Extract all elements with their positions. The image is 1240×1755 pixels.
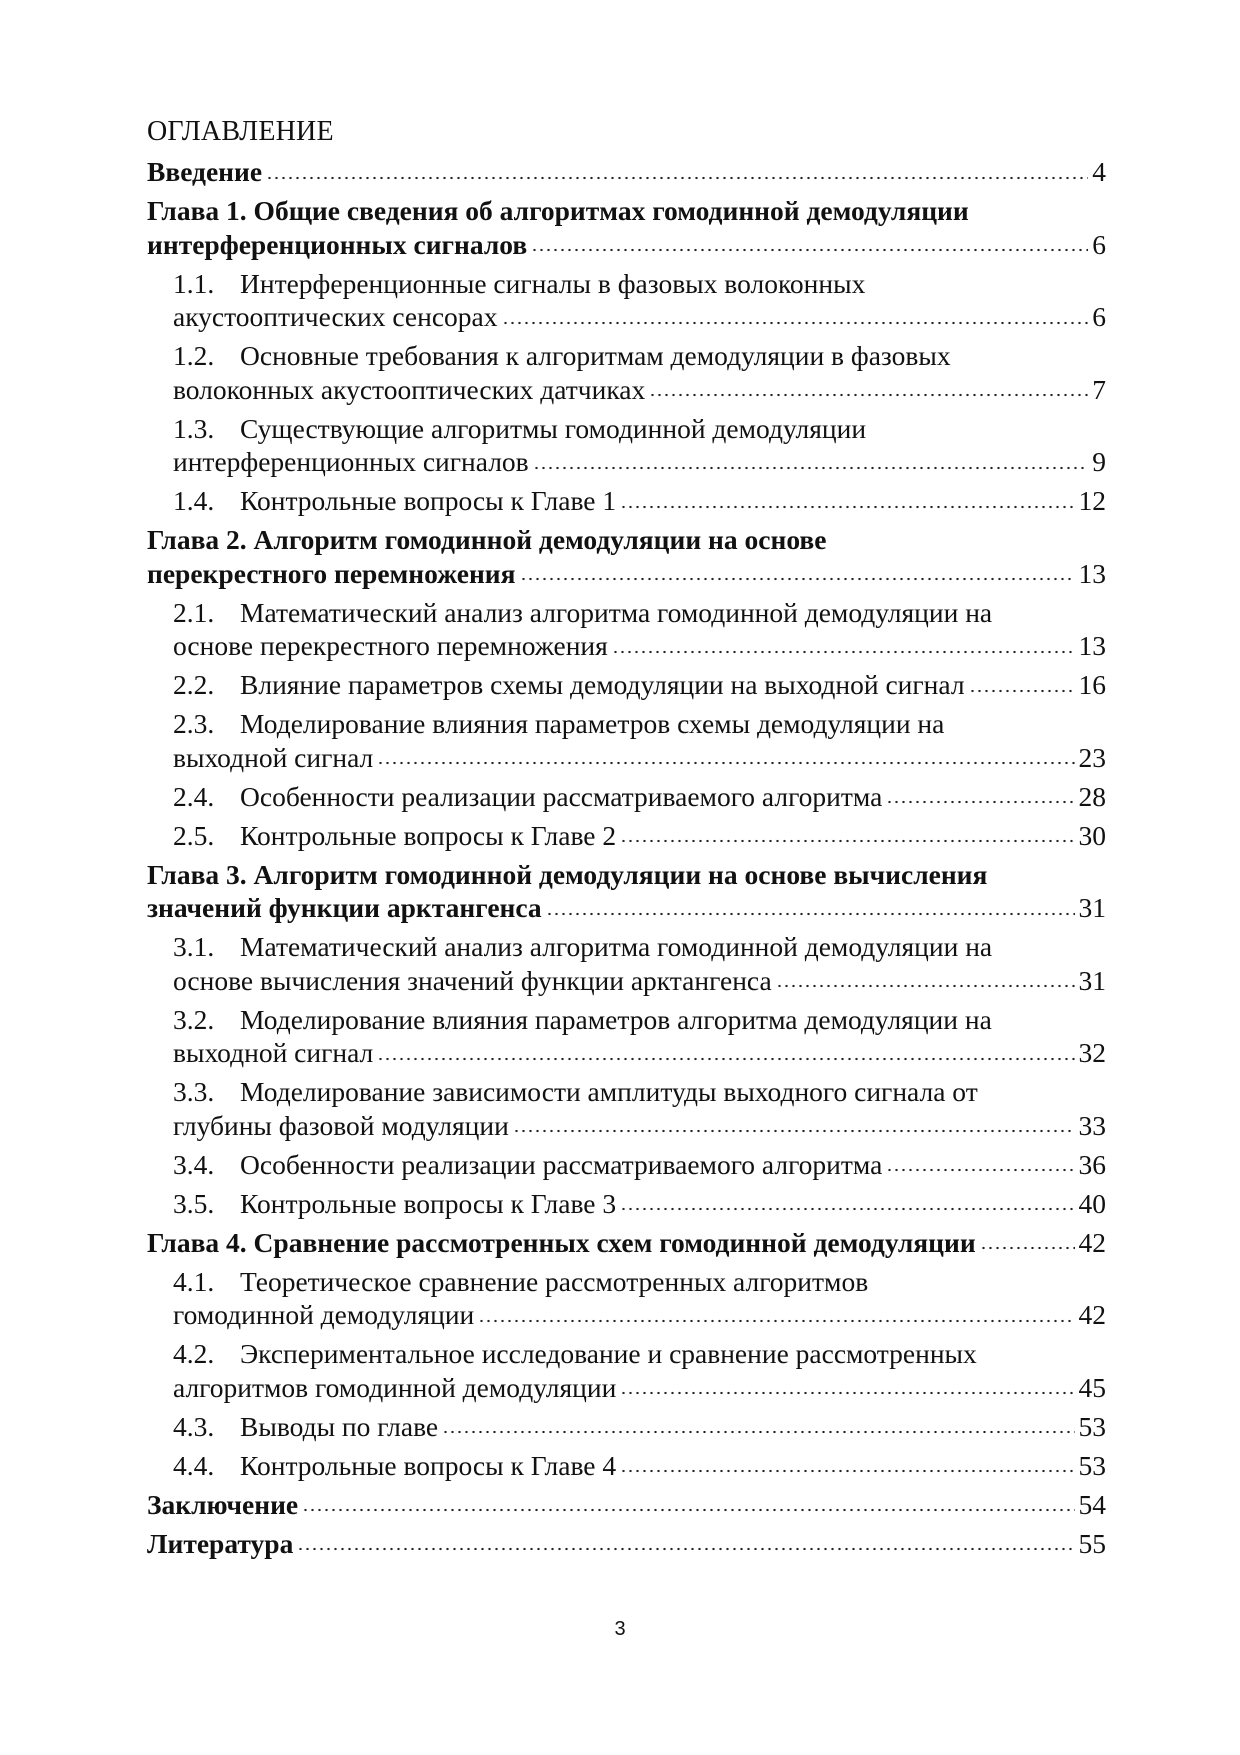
toc-entry-title: Контрольные вопросы к Главе 1 <box>240 485 617 516</box>
toc-section-entry[interactable] <box>147 1187 1106 1221</box>
toc-entry-title: Основные требования к алгоритмам демодуляции в фазовых <box>240 340 951 371</box>
toc-entry-line <box>173 819 1106 853</box>
toc-entry-title: алгоритмов гомодинной демодуляции <box>173 1371 617 1403</box>
toc-entry-title: Математический анализ алгоритма гомодинной демодуляции на <box>240 931 993 962</box>
toc-entry-title: Контрольные вопросы к Главе 4 <box>240 1449 617 1481</box>
dot-leader <box>620 1468 1074 1474</box>
toc-page-number: 7 <box>1092 373 1106 405</box>
toc-section-number: 1.2. <box>173 340 215 371</box>
toc-entry-title: Моделирование влияния параметров алгоритма демодуляции на <box>240 1003 992 1035</box>
toc-entry-title: перекрестного перемножения <box>147 557 516 589</box>
toc-section-number: 4.2. <box>173 1338 215 1369</box>
toc-page-number: 16 <box>1078 669 1106 700</box>
toc-entry-line <box>173 1337 1106 1371</box>
dot-leader <box>502 320 1089 326</box>
toc-section-entry[interactable] <box>147 819 1106 853</box>
toc-entry-line <box>173 339 1106 373</box>
dot-leader <box>442 1429 1074 1435</box>
dot-leader <box>377 760 1074 766</box>
toc-page-number: 42 <box>1078 1226 1106 1258</box>
toc-entry-title: Математический анализ алгоритма гомодинной демодуляции на <box>240 596 993 628</box>
toc-entry-title: Экспериментальное исследование и сравнение рассмотренных <box>240 1338 977 1369</box>
toc-page-number: 36 <box>1078 1148 1106 1180</box>
toc-entry-line <box>147 557 1106 591</box>
toc-section-number: 3.2. <box>173 1003 215 1035</box>
toc-entry-line <box>147 155 1106 189</box>
toc-page-number: 23 <box>1078 741 1106 773</box>
toc-entry-line <box>173 373 1106 407</box>
toc-section-number: 3.1. <box>173 931 215 962</box>
toc-chapter-entry[interactable] <box>147 194 1106 261</box>
toc-entry-title: Особенности реализации рассматриваемого алгоритма <box>240 780 883 812</box>
toc-page-number: 12 <box>1078 485 1106 516</box>
toc-page-number: 31 <box>1078 892 1106 923</box>
toc-entry-title: Моделирование влияния параметров схемы демодуляции на <box>240 708 945 739</box>
toc-section-entry[interactable] <box>147 668 1106 702</box>
toc-page-number: 53 <box>1078 1410 1106 1442</box>
toc-entry-line <box>173 412 1106 446</box>
toc-section-entry[interactable] <box>147 484 1106 518</box>
toc-page-number: 6 <box>1092 228 1106 260</box>
toc-section-entry[interactable] <box>147 1337 1106 1404</box>
toc-page-number: 42 <box>1078 1299 1106 1330</box>
toc-entry-line <box>147 523 1106 557</box>
toc-page-number: 53 <box>1078 1449 1106 1481</box>
toc-entry-line <box>173 668 1106 702</box>
toc-entry-title: Заключение <box>147 1488 299 1520</box>
toc-chapter-entry[interactable] <box>147 1488 1106 1522</box>
toc-entry-title: Глава 3. Алгоритм гомодинной демодуляции на основе вычисления <box>147 858 988 890</box>
toc-section-number: 2.2. <box>173 669 215 700</box>
toc-entry-title: Интерференционные сигналы в фазовых волоконных <box>240 267 866 299</box>
toc-entry-title: Введение <box>147 156 263 187</box>
dot-leader <box>969 688 1075 694</box>
table-of-contents <box>147 155 1106 1566</box>
toc-entry-line <box>147 891 1106 925</box>
toc-page-number: 28 <box>1078 780 1106 812</box>
toc-chapter-entry[interactable] <box>147 1527 1106 1561</box>
toc-section-entry[interactable] <box>147 1003 1106 1070</box>
dot-leader <box>980 1245 1075 1251</box>
toc-entry-line <box>173 707 1106 741</box>
toc-entry-line <box>173 596 1106 630</box>
toc-section-number: 1.4. <box>173 485 215 516</box>
dot-leader <box>478 1318 1074 1324</box>
dot-leader <box>266 175 1088 181</box>
toc-page-number: 55 <box>1078 1527 1106 1559</box>
toc-entry-line <box>173 1265 1106 1299</box>
toc-entry-title: Контрольные вопросы к Главе 3 <box>240 1187 617 1219</box>
toc-page-number: 40 <box>1078 1187 1106 1219</box>
toc-entry-line <box>173 484 1106 518</box>
toc-entry-line <box>173 1298 1106 1332</box>
toc-chapter-entry[interactable] <box>147 155 1106 189</box>
toc-entry-title: интерференционных сигналов <box>173 446 529 477</box>
dot-leader <box>620 504 1074 510</box>
toc-entry-line <box>173 267 1106 301</box>
toc-section-entry[interactable] <box>147 930 1106 997</box>
dot-leader <box>612 649 1075 655</box>
toc-section-entry[interactable] <box>147 1075 1106 1142</box>
toc-section-entry[interactable] <box>147 596 1106 663</box>
dot-leader <box>620 838 1074 844</box>
toc-entry-line <box>173 1075 1106 1109</box>
toc-entry-line <box>173 1148 1106 1182</box>
dot-leader <box>377 1056 1074 1062</box>
toc-entry-line <box>173 1449 1106 1483</box>
toc-section-number: 4.4. <box>173 1449 215 1481</box>
toc-page-number: 32 <box>1078 1037 1106 1068</box>
toc-entry-line <box>173 780 1106 814</box>
toc-page-number: 30 <box>1078 819 1106 851</box>
toc-entry-title: основе перекрестного перемножения <box>173 630 608 661</box>
page-number: 3 <box>614 1618 626 1640</box>
toc-page-number: 45 <box>1078 1371 1106 1403</box>
toc-entry-line <box>173 629 1106 663</box>
toc-entry-title: Влияние параметров схемы демодуляции на выходной сигнал <box>240 669 965 700</box>
toc-section-number: 2.3. <box>173 708 215 739</box>
dot-leader <box>886 1167 1074 1173</box>
toc-entry-title: Моделирование зависимости амплитуды выходного сигнала от <box>240 1076 978 1107</box>
toc-entry-title: выходной сигнал <box>173 741 374 773</box>
toc-entry-line <box>173 930 1106 964</box>
toc-section-number: 4.3. <box>173 1410 215 1442</box>
toc-entry-title: интерференционных сигналов <box>147 228 528 260</box>
dot-leader <box>886 799 1074 805</box>
toc-entry-line <box>173 964 1106 998</box>
toc-entry-line <box>173 1036 1106 1070</box>
toc-entry-title: Контрольные вопросы к Главе 2 <box>240 819 617 851</box>
toc-page-number: 31 <box>1078 964 1106 996</box>
toc-entry-title: Глава 4. Сравнение рассмотренных схем гомодинной демодуляции <box>147 1226 976 1258</box>
toc-entry-title: выходной сигнал <box>173 1037 374 1068</box>
toc-chapter-entry[interactable] <box>147 523 1106 590</box>
toc-entry-line <box>173 1109 1106 1143</box>
toc-entry-title: Существующие алгоритмы гомодинной демодуляции <box>240 412 867 444</box>
toc-entry-title: акустооптических сенсорах <box>173 301 498 332</box>
toc-entry-title: Литература <box>147 1527 294 1559</box>
toc-entry-title: Особенности реализации рассматриваемого алгоритма <box>240 1148 883 1180</box>
toc-entry-line <box>147 1226 1106 1260</box>
toc-entry-line <box>173 741 1106 775</box>
toc-section-number: 2.5. <box>173 819 215 851</box>
toc-page-number: 33 <box>1078 1109 1106 1141</box>
toc-entry-line <box>147 1527 1106 1561</box>
toc-entry-title: Глава 1. Общие сведения об алгоритмах гомодинной демодуляции <box>147 195 969 226</box>
toc-entry-title: глубины фазовой модуляции <box>173 1109 509 1141</box>
toc-section-entry[interactable] <box>147 1265 1106 1332</box>
toc-section-entry[interactable] <box>147 1449 1106 1483</box>
toc-section-number: 2.1. <box>173 596 215 628</box>
toc-title: ОГЛАВЛЕНИЕ <box>147 116 334 147</box>
toc-entry-title: Теоретическое сравнение рассмотренных алгоритмов <box>240 1265 869 1297</box>
toc-chapter-entry[interactable] <box>147 1226 1106 1260</box>
toc-section-entry[interactable] <box>147 780 1106 814</box>
toc-entry-title: гомодинной демодуляции <box>173 1299 475 1330</box>
toc-entry-line <box>173 300 1106 334</box>
toc-section-entry[interactable] <box>147 339 1106 406</box>
toc-section-number: 1.3. <box>173 412 215 444</box>
toc-section-entry[interactable] <box>147 1148 1106 1182</box>
toc-section-number: 3.5. <box>173 1187 215 1219</box>
toc-section-entry[interactable] <box>147 1410 1106 1444</box>
toc-entry-title: значений функции арктангенса <box>147 892 542 923</box>
toc-page-number: 13 <box>1078 630 1106 661</box>
dot-leader <box>620 1206 1074 1212</box>
toc-page-number: 13 <box>1078 557 1106 589</box>
toc-section-entry[interactable] <box>147 267 1106 334</box>
toc-entry-line <box>173 1187 1106 1221</box>
toc-page-number: 6 <box>1092 301 1106 332</box>
toc-entry-line <box>147 194 1106 228</box>
toc-entry-title: основе вычисления значений функции арктангенса <box>173 964 772 996</box>
toc-section-entry[interactable] <box>147 707 1106 774</box>
dot-leader <box>620 1390 1074 1396</box>
toc-entry-line <box>173 1371 1106 1405</box>
toc-page-number: 9 <box>1092 446 1106 477</box>
toc-section-number: 1.1. <box>173 267 215 299</box>
toc-section-number: 3.4. <box>173 1148 215 1180</box>
dot-leader <box>531 247 1088 253</box>
dot-leader <box>776 983 1075 989</box>
dot-leader <box>649 392 1088 398</box>
dot-leader <box>297 1546 1074 1552</box>
toc-entry-line <box>147 1488 1106 1522</box>
toc-chapter-entry[interactable] <box>147 858 1106 925</box>
toc-entry-title: Выводы по главе <box>240 1410 439 1442</box>
dot-leader <box>513 1128 1075 1134</box>
toc-entry-line <box>147 228 1106 262</box>
dot-leader <box>546 911 1075 917</box>
toc-entry-line <box>173 1003 1106 1037</box>
dot-leader <box>302 1507 1074 1513</box>
toc-entry-line <box>173 445 1106 479</box>
dot-leader <box>520 576 1075 582</box>
toc-entry-line <box>173 1410 1106 1444</box>
toc-entry-line <box>147 858 1106 892</box>
toc-entry-title: Глава 2. Алгоритм гомодинной демодуляции на основе <box>147 524 827 555</box>
toc-page-number: 4 <box>1092 156 1106 187</box>
toc-section-number: 3.3. <box>173 1076 215 1107</box>
dot-leader <box>533 465 1089 471</box>
toc-page-number: 54 <box>1078 1488 1106 1520</box>
toc-section-entry[interactable] <box>147 412 1106 479</box>
toc-section-number: 2.4. <box>173 780 215 812</box>
toc-section-number: 4.1. <box>173 1265 215 1297</box>
toc-entry-title: волоконных акустооптических датчиках <box>173 373 646 405</box>
